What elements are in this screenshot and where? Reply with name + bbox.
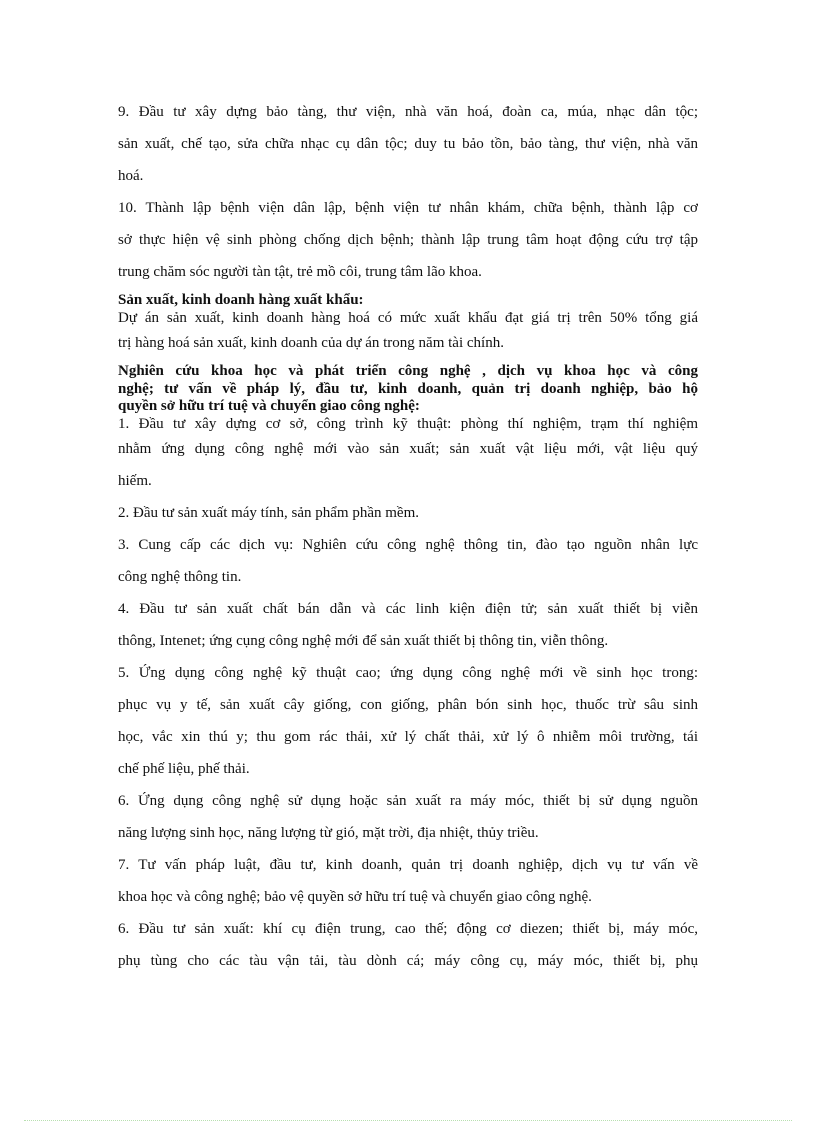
paragraph [118, 497, 698, 529]
text-line: 6. Ứng dụng công nghệ sử dụng hoặc sản xuất ra máy móc, thiết bị sử dụng nguồn [118, 793, 698, 809]
text-line: 10. Thành lập bệnh viện dân lập, bệnh viện tư nhân khám, chữa bệnh, thành lập cơ [118, 200, 698, 216]
paragraph [118, 192, 698, 288]
text-line: chế phế liệu, phế thải. [118, 761, 250, 777]
text-line: 3. Cung cấp các dịch vụ: Nghiên cứu công nghệ thông tin, đào tạo nguồn nhân lực [118, 537, 698, 553]
text-line: hoá. [118, 168, 144, 184]
text-line: 4. Đầu tư sản xuất chất bán dẫn và các linh kiện điện tử; sản xuất thiết bị viễn [118, 601, 698, 617]
text-line: 6. Đầu tư sản xuất: khí cụ điện trung, cao thế; động cơ diezen; thiết bị, máy móc, [118, 921, 698, 937]
text-line: phục vụ y tế, sản xuất cây giống, con giống, phân bón sinh học, thuốc trừ sâu sinh [118, 697, 698, 713]
document-body [118, 96, 698, 977]
paragraph [118, 96, 698, 192]
paragraph [118, 657, 698, 785]
text-line: công nghệ thông tin. [118, 569, 242, 585]
paragraph [118, 785, 698, 849]
text-line: Sản xuất, kinh doanh hàng xuất khẩu: [118, 292, 364, 308]
text-line: 7. Tư vấn pháp luật, đầu tư, kinh doanh, quản trị doanh nghiệp, dịch vụ tư vấn về [118, 857, 698, 873]
page-bottom-divider [24, 1120, 792, 1121]
text-line: 9. Đầu tư xây dựng bảo tàng, thư viện, nhà văn hoá, đoàn ca, múa, nhạc dân tộc; [118, 104, 698, 120]
text-line: 1. Đầu tư xây dựng cơ sở, công trình kỹ thuật: phòng thí nghiệm, trạm thí nghiệm [118, 415, 698, 432]
text-line: khoa học và công nghệ; bảo vệ quyền sở hữu trí tuệ và chuyển giao công nghệ. [118, 889, 592, 905]
text-line: trị hàng hoá sản xuất, kinh doanh của dự án trong năm tài chính. [118, 335, 504, 351]
text-line: phụ tùng cho các tàu vận tải, tàu dònh cá; máy công cụ, máy móc, thiết bị, phụ [118, 953, 698, 969]
text-line: thông, Intenet; ứng cụng công nghệ mới để sản xuất thiết bị thông tin, viễn thông. [118, 633, 609, 649]
text-line: nghệ; tư vấn về pháp lý, đầu tư, kinh doanh, quản trị doanh nghiệp, bảo hộ [118, 380, 698, 397]
paragraph [118, 529, 698, 593]
text-line: quyền sở hữu trí tuệ và chuyển giao công nghệ: [118, 398, 420, 414]
text-line: 5. Ứng dụng công nghệ kỹ thuật cao; ứng dụng công nghệ mới về sinh học trong: [118, 665, 698, 681]
text-line: trung chăm sóc người tàn tật, trẻ mồ côi, trung tâm lão khoa. [118, 264, 482, 280]
text-line: năng lượng sinh học, năng lượng từ gió, mặt trời, địa nhiệt, thủy triều. [118, 825, 539, 841]
text-line: Dự án sản xuất, kinh doanh hàng hoá có mức xuất khẩu đạt giá trị trên 50% tổng giá [118, 309, 698, 326]
text-line: 2. Đầu tư sản xuất máy tính, sản phẩm phần mềm. [118, 505, 419, 521]
paragraph [118, 913, 698, 977]
text-line: sở thực hiện vệ sinh phòng chống dịch bệnh; thành lập trung tâm hoạt động cứu trợ tập [118, 232, 698, 248]
section-heading [118, 363, 698, 416]
text-line: nhằm ứng dụng công nghệ mới vào sản xuất; sản xuất vật liệu mới, vật liệu quý [118, 441, 698, 457]
text-line: sản xuất, chế tạo, sửa chữa nhạc cụ dân tộc; duy tu bảo tồn, bảo tàng, thư viện, nhà văn [118, 136, 698, 152]
text-line: Nghiên cứu khoa học và phát triển công nghệ , dịch vụ khoa học và công [118, 363, 698, 379]
paragraph [118, 310, 698, 360]
text-line: học, vắc xin thú y; thu gom rác thải, xử lý chất thải, xử lý ô nhiễm môi trường, tái [118, 729, 698, 745]
text-line: hiếm. [118, 473, 152, 489]
paragraph [118, 849, 698, 913]
paragraph [118, 593, 698, 657]
paragraph [118, 416, 698, 498]
section-heading [118, 292, 698, 310]
